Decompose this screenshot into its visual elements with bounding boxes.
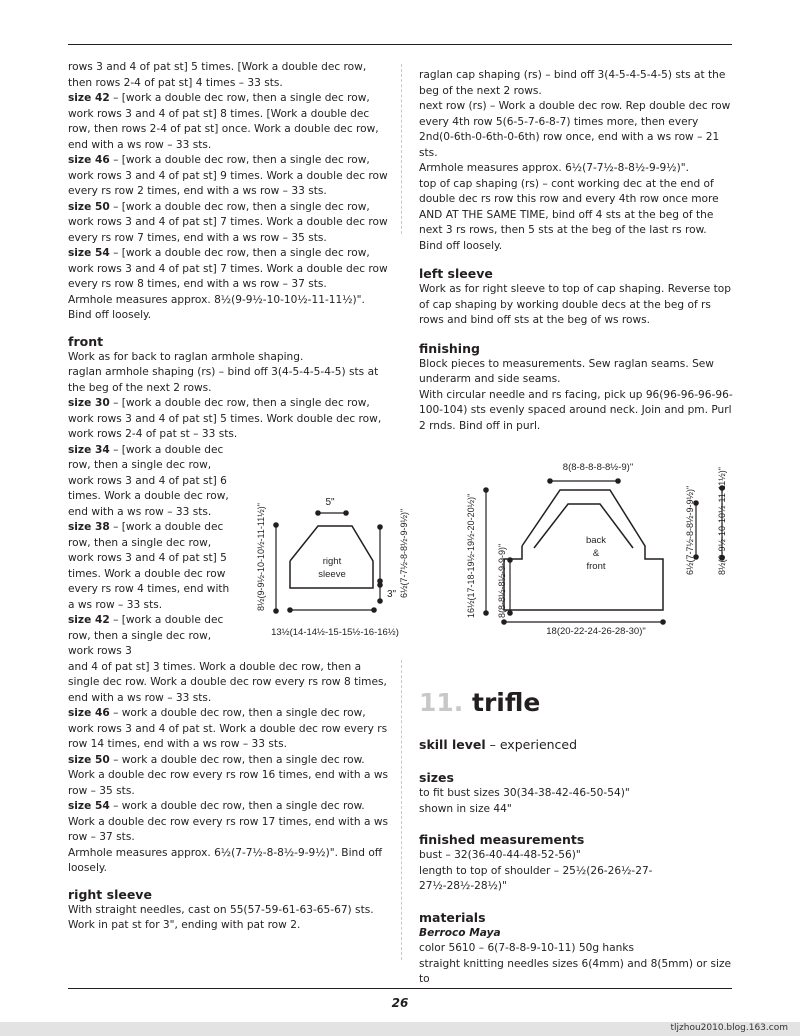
size-label: size 54 (68, 800, 110, 812)
column-divider-top (401, 64, 402, 234)
finishing-paragraph: With circular needle and rs facing, pick up 96(96-96-96-96-100-104) sts evenly spaced around neck. Join and pm. Purl 2 rnds. Bind off in purl. (419, 388, 733, 432)
front-rest-paragraph: and 4 of pat st] 3 times. Work a double dec row, then a single dec row. Work a double dec row every rs row 8 times, end with a ws row – 33 sts. (68, 660, 387, 704)
size-label: size 34 (68, 443, 110, 456)
sleeve-armhole-height: 8½(9-9½-10-10½-11-11½)" (256, 503, 266, 611)
size-label: size 30 (68, 397, 110, 409)
front-narrow-paragraph: size 38 – [work a double dec row, then a single dec row, work rows 3 and 4 of pat st] 5 times. Work a double dec row every rs row 4 times, end with a ws row – 33 sts. (68, 521, 230, 611)
body-bottom-width: 18(20-22-24-26-28-30)" (546, 626, 646, 637)
pattern-11-details (419, 736, 739, 988)
body-top-width: 8(8-8-8-8-8½-9)" (562, 462, 634, 473)
body-label-2: & (592, 548, 600, 559)
sleeve-top-width: 5" (325, 497, 335, 508)
front-intro-paragraph: size 30 – [work a double dec row, then a single dec row, work rows 3 and 4 of pat st] 5 times. Work double dec row, work rows 2-4 of pat st – 33 sts. (68, 397, 382, 440)
materials-line-1: color 5610 – 6(7-8-8-9-10-11) 50g hanks (419, 942, 634, 954)
pattern-name: trifle (472, 688, 541, 717)
size-label: size 38 (68, 521, 110, 533)
footer-bar (0, 1022, 800, 1036)
materials-line-2: straight knitting needles sizes 6(4mm) and 8(5mm) or size to (419, 957, 732, 985)
sizes-line-2: shown in size 44" (419, 802, 512, 815)
size-label: size 46 (68, 707, 110, 719)
finishing-heading: finishing (419, 340, 480, 356)
body-label-1: back (585, 535, 607, 546)
front-rest (68, 660, 388, 877)
front-narrow-paragraph: size 42 – [work a double dec row, then a single dec row, work rows 3 (68, 614, 224, 657)
body-total-height: 16½(17-18-19½-19½-20-20½)" (466, 493, 476, 618)
sleeve-schematic (250, 475, 430, 645)
back-instructions (68, 60, 388, 324)
sizes-line-1: to fit bust sizes 30(34-38-42-46-50-54)" (419, 787, 630, 799)
back-paragraph: size 46 – [work a double dec row, then a single dec row, work rows 3 and 4 of pat st] 9 times. Work a double dec row every rs row 2 times, end with a ws row – 33 sts. (68, 154, 388, 197)
yarn-name: Berroco Maya (419, 926, 501, 939)
sleeve-label-1: right (322, 556, 342, 567)
skill-value: – experienced (485, 737, 578, 752)
finishing-text (419, 357, 733, 435)
raglan-cap-instructions (419, 68, 733, 254)
right-sleeve-heading: right sleeve (68, 886, 152, 902)
raglan-cap-paragraph: raglan cap shaping (rs) – bind off 3(4-5-4-5-4-5) sts at the beg of the next 2 rows. (419, 69, 726, 97)
finished-heading: finished measurements (419, 832, 585, 847)
sleeve-cuff-height: 3" (387, 589, 397, 600)
raglan-cap-paragraph: top of cap shaping (rs) – cont working dec at the end of double dec rs row this row and every 4th row once more AND AT THE SAME TIME, bind off 4 sts at the beg of the next 3 rs rows, then 5 sts at the beg of the last rs row. Bind off loosely. (419, 177, 719, 252)
body-back-outline (504, 490, 663, 610)
sizes-heading: sizes (419, 770, 454, 785)
front-rest-paragraph: Armhole measures approx. 6½(7-7½-8-8½-9-9½)". Bind off loosely. (68, 846, 383, 874)
left-sleeve-text: Work as for right sleeve to top of cap shaping. Reverse top of cap shaping by working double decs at the beg of rs rows and bind off sts at the beg of ws rows. (419, 283, 732, 326)
front-intro-paragraph: Work as for back to raglan armhole shaping. (68, 350, 304, 363)
front-narrow (68, 443, 233, 660)
top-rule (68, 44, 732, 45)
skill-level (419, 736, 739, 754)
size-label: size 50 (68, 753, 110, 766)
watermark: tljzhou2010.blog.163.com (670, 1023, 788, 1033)
size-label: size 42 (68, 92, 110, 104)
body-schematic (460, 450, 760, 650)
size-label: size 54 (68, 247, 110, 259)
back-paragraph: rows 3 and 4 of pat st] 5 times. [Work a double dec row, then rows 2-4 of pat st] 4 times – 33 sts. (68, 61, 367, 89)
left-sleeve-heading: left sleeve (419, 266, 493, 281)
size-label: size 50 (68, 200, 110, 213)
front-rest-paragraph: size 46 – work a double dec row, then a single dec row, work rows 3 and 4 of pat st. Work a double dec row every rs row 14 times, end with a ws row – 33 sts. (68, 707, 388, 750)
raglan-cap-paragraph: next row (rs) – Work a double dec row. Rep double dec row every 4th row 5(6-5-7-6-8-7) times more, then every 2nd(0-6th-0-6th-0-6th) row once, end with a ws row – 21 sts. (419, 100, 731, 159)
page-number: 26 (391, 996, 409, 1010)
back-paragraph: size 42 – [work a double dec row, then a single dec row, work rows 3 and 4 of pat st] 8 times. [Work a double dec row, then rows 2-4 of pat st] once. Work a double dec row, end with a ws row – 33 sts. (68, 92, 379, 151)
finished-line-1: bust – 32(36-40-44-48-52-56)" (419, 849, 581, 861)
finished-line-2: length to top of shoulder – 25½(26-26½-27-27½-28½-28½)" (419, 864, 653, 892)
skill-label: skill level (419, 737, 486, 752)
bottom-rule (68, 988, 732, 989)
right-sleeve-text: With straight needles, cast on 55(57-59-61-63-65-67) sts. Work in pat st for 3", ending with pat row 2. (68, 903, 374, 931)
pattern-title (419, 688, 540, 718)
body-side-height: 8(8-8½-8½-9-9-9)" (497, 543, 507, 618)
front-rest-paragraph: size 54 – work a double dec row, then a single dec row. Work a double dec row every rs row 17 times, end with a ws row – 37 sts. (68, 800, 389, 843)
materials-heading: materials (419, 909, 486, 925)
size-label: size 42 (68, 614, 110, 626)
raglan-cap-paragraph: Armhole measures approx. 6½(7-7½-8-8½-9-9½)". (419, 162, 689, 174)
back-paragraph: size 54 – [work a double dec row, then a single dec row, work rows 3 and 4 of pat st] 7 times. Work a double dec row every rs row 8 times, end with a ws row – 37 sts. (68, 247, 388, 290)
size-label: size 46 (68, 154, 110, 166)
front-intro (68, 350, 388, 443)
body-back-armhole: 8½(9-9½-10-10½-11-11½)" (717, 467, 727, 575)
front-intro-paragraph: raglan armhole shaping (rs) – bind off 3(4-5-4-5-4-5) sts at the beg of the next 2 rows. (68, 366, 379, 394)
finishing-paragraph: Block pieces to measurements. Sew raglan seams. Sew underarm and side seams. (419, 357, 714, 385)
back-paragraph: Armhole measures approx. 8½(9-9½-10-10½-11-11½)". Bind off loosely. (68, 293, 365, 321)
body-front-outline (534, 504, 633, 548)
body-front-armhole: 6½(7-7½-8-8½-9-9½)" (685, 485, 695, 575)
column-divider-bottom (401, 660, 402, 960)
front-narrow-paragraph: size 34 – [work a double dec row, then a single dec row, work rows 3 and 4 of pat st] 6 times. Work a double dec row, end with a ws row – 33 sts. (68, 443, 229, 518)
right-column (419, 68, 733, 434)
sleeve-cap-height: 6½(7-7½-8-8½-9-9½)" (399, 508, 409, 598)
sleeve-bottom-width: 13½(14-14½-15-15½-16-16½) (271, 627, 399, 638)
pattern-number: 11. (419, 688, 464, 717)
front-rest-paragraph: size 50 – work a double dec row, then a single dec row. Work a double dec row every rs row 16 times, end with a ws row – 35 sts. (68, 753, 389, 797)
body-label-3: front (586, 561, 606, 572)
front-heading: front (68, 333, 104, 349)
sleeve-label-2: sleeve (318, 569, 346, 580)
back-paragraph: size 50 – [work a double dec row, then a single dec row, work rows 3 and 4 of pat st] 7 times. Work a double dec row every rs row 7 times, end with a ws row – 35 sts. (68, 200, 388, 244)
